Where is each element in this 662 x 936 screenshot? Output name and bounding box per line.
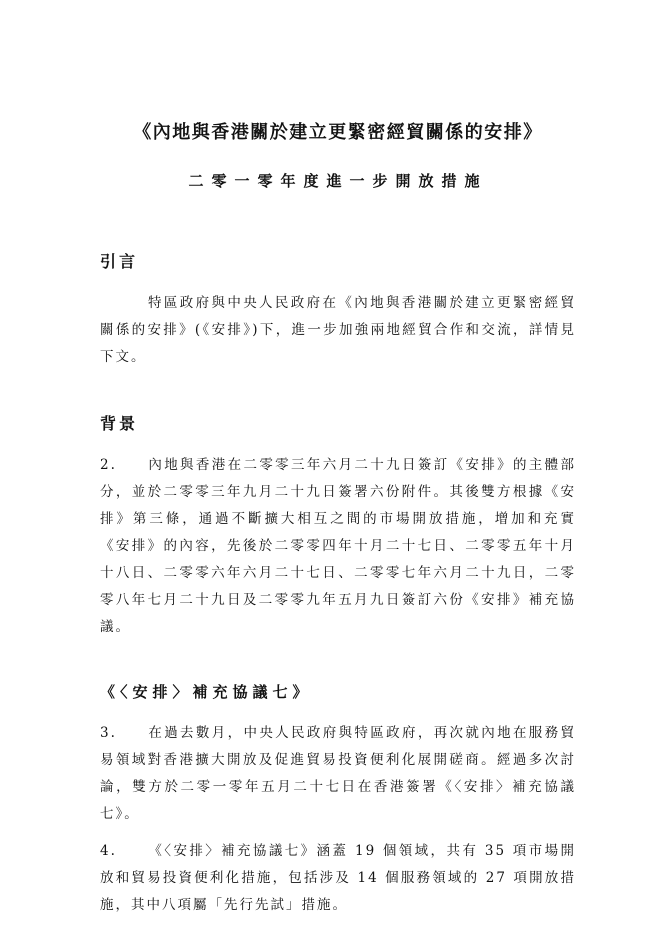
document-subtitle: 二零一零年度進一步開放措施	[188, 172, 488, 190]
document-title: 《內地與香港關於建立更緊密經貿關係的安排》	[133, 122, 543, 143]
section-supplement-seven	[100, 681, 576, 919]
paragraph-3	[100, 720, 576, 828]
paragraph-text: 在過去數月，中央人民政府與特區政府，再次就內地在服務貿易領域對香港擴大開放及促進貿易投資便利化展開磋商。經過多次討論，雙方於二零一零年五月二十七日在香港簽署《〈安排〉補充協議七》。	[100, 725, 576, 822]
paragraph-number: 2.	[100, 457, 117, 473]
paragraph-number: 3.	[100, 725, 117, 741]
paragraph-2	[100, 452, 576, 641]
paragraph-text: 特區政府與中央人民政府在《內地與香港關於建立更緊密經貿關係的安排》(《安排》)下，進一步加強兩地經貿合作和交流，詳情見下文。	[100, 295, 576, 365]
paragraph-1	[100, 290, 576, 371]
section-introduction	[100, 249, 576, 371]
section-background	[100, 411, 576, 641]
section-heading: 引言	[100, 252, 139, 271]
paragraph-text: 內地與香港在二零零三年六月二十九日簽訂《安排》的主體部分，並於二零零三年九月二十九日簽署六份附件。其後雙方根據《安排》第三條，通過不斷擴大相互之間的市場開放措施，增加和充實《安排》的內容，先後於二零零四年十月二十七日、二零零五年十月十八日、二零零六年六月二十七日、二零零七年六月二十九日，二零零八年七月二十九日及二零零九年五月九日簽訂六份《安排》補充協議。	[100, 457, 576, 635]
paragraph-text: 《〈安排〉補充協議七》涵蓋 19 個領域，共有 35 項市場開放和貿易投資便利化措施，包括涉及 14 個服務領域的 27 項開放措施，其中八項屬「先行先試」措施。	[100, 843, 576, 913]
paragraph-number: 4.	[100, 843, 117, 859]
paragraph-4	[100, 838, 576, 919]
section-heading: 背景	[100, 414, 139, 433]
section-heading: 《〈安排〉補充協議七》	[100, 683, 313, 701]
